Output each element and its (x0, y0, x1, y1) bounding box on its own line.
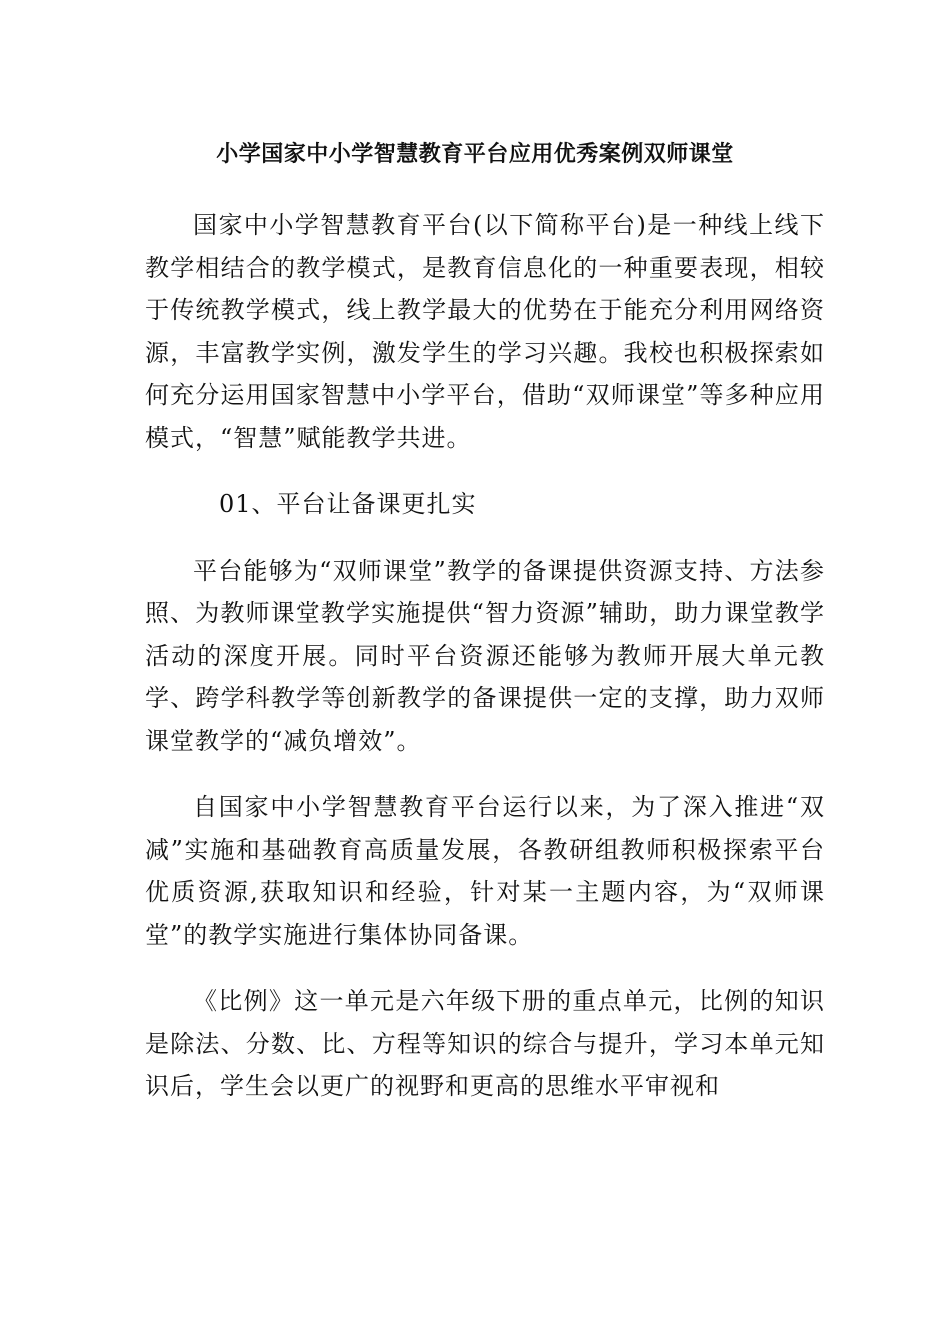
document-body (145, 204, 825, 1108)
body-paragraph-1: 平台能够为“双师课堂”教学的备课提供资源支持、方法参照、为教师课堂教学实施提供“智力资源”辅助，助力课堂教学活动的深度开展。同时平台资源还能够为教师开展大单元教学、跨学科教学等创新教学的备课提供一定的支撑，助力双师课堂教学的“减负增效”。 (145, 556, 825, 755)
document-title: 小学国家中小学智慧教育平台应用优秀案例双师课堂 (216, 141, 734, 167)
intro-paragraph: 国家中小学智慧教育平台(以下简称平台)是一种线上线下教学相结合的教学模式，是教育信息化的一种重要表现，相较于传统教学模式，线上教学最大的优势在于能充分利用网络资源，丰富教学实例，激发学生的学习兴趣。我校也积极探索如何充分运用国家智慧中小学平台，借助“双师课堂”等多种应用模式，“智慧”赋能教学共进。 (145, 211, 825, 452)
body-paragraph-2: 自国家中小学智慧教育平台运行以来，为了深入推进“双减”实施和基础教育高质量发展，各教研组教师积极探索平台优质资源,获取知识和经验，针对某一主题内容，为“双师课堂”的教学实施进行集体协同备课。 (145, 793, 825, 949)
section-heading: 01、平台让备课更扎实 (219, 490, 477, 518)
body-paragraph-3: 《比例》这一单元是六年级下册的重点单元，比例的知识是除法、分数、比、方程等知识的综合与提升，学习本单元知识后，学生会以更广的视野和更高的思维水平审视和 (145, 987, 825, 1100)
